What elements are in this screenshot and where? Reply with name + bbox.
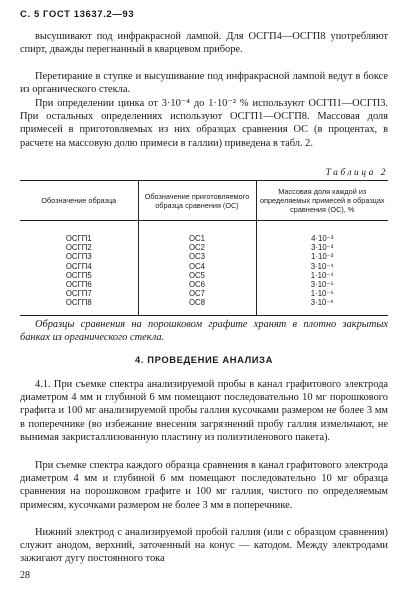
table-cell-sample: ОСГП3 — [65, 252, 92, 262]
table-cell-reference: ОС7 — [138, 289, 256, 298]
table-caption: Таблица 2 — [325, 168, 388, 178]
table-cell-reference: ОС8 — [138, 298, 256, 315]
table-cell-sample: ОСГП4 — [65, 261, 92, 271]
paragraph-zinc: При определении цинка от 3·10⁻⁴ до 1·10⁻² % используют ОСГП1—ОСГП3. При остальных определениях используют ОСГП1—ОСГП8. Массовая доля примесей в приготовляемых из них образцах сравнения ОС (в процентах, в расчете на массовую долю примеси в галлии) приведена в табл. 2. — [20, 98, 388, 149]
table-cell-sample: ОСГП7 — [65, 289, 92, 299]
table-header-sample: Обозначение образца — [20, 181, 138, 221]
table-cell-reference: ОС5 — [138, 271, 256, 280]
table-cell-reference: ОС3 — [138, 252, 256, 261]
reference-samples-table — [20, 180, 388, 316]
table-row — [20, 280, 388, 289]
table-cell-sample: ОСГП2 — [65, 243, 92, 253]
paragraph-drying: высушивают под инфракрасной лампой. Для ОСГП4—ОСГП8 употребляют спирт, дважды перегнанный в кварцевом приборе. — [20, 31, 388, 56]
paragraph-grinding: Перетирание в ступке и высушивание под инфракрасной лампой ведут в боксе из органического стекла. — [20, 71, 388, 96]
table-cell-reference: ОС1 — [138, 221, 256, 244]
table-cell-reference: ОС4 — [138, 262, 256, 271]
table-cell-mass-fraction: 3·10⁻⁵ — [256, 280, 388, 289]
table-row — [20, 262, 388, 271]
table-header-row — [20, 181, 388, 221]
page-number: 28 — [20, 570, 30, 581]
table-cell-mass-fraction: 3·10⁻⁴ — [256, 262, 388, 271]
page-header: С. 5 ГОСТ 13637.2—93 — [20, 9, 135, 20]
table-cell-mass-fraction: 1·10⁻³ — [256, 252, 388, 261]
section-title: 4. ПРОВЕДЕНИЕ АНАЛИЗА — [135, 354, 273, 365]
table-cell-sample: ОСГП5 — [65, 270, 92, 280]
table-header-mass-fraction: Массовая доля каждой из определяемых примесей в образцах сравнения (ОС), % — [256, 181, 388, 221]
table-cell-reference: ОС2 — [138, 243, 256, 252]
table-cell-mass-fraction: 1·10⁻⁵ — [256, 289, 388, 298]
paragraph-sample-spectrum: 4.1. При съемке спектра анализируемой пробы в канал графитового электрода диаметром 4 мм и глубиной 6 мм помещают последовательно 10 мг порошкового графита и 100 мг анализируемой пробы галлия кусочками размером не более 3 мм в поперечнике (во избежание внесения загрязнений пробу галлия измельчают, не вынимая закристаллизованную пластину из полиэтиленового пакета). — [20, 379, 388, 443]
table-cell-mass-fraction: 4·10⁻³ — [256, 221, 388, 244]
table-cell-mass-fraction: 3·10⁻³ — [256, 243, 388, 252]
table-row — [20, 243, 388, 252]
storage-note: Образцы сравнения на порошковом графите хранят в плотно закрытых банках из органического стекла. — [20, 319, 388, 344]
table-cell-reference: ОС6 — [138, 280, 256, 289]
table-cell-mass-fraction: 1·10⁻⁴ — [256, 271, 388, 280]
table-cell-sample: ОСГП1 — [65, 234, 92, 243]
paragraph-reference-spectrum: При съемке спектра каждого образца сравнения в канал графитового электрода диаметром 4 мм и глубиной 6 мм помещают последовательно 10 мг образца сравнения на порошковом графите и 100 мг галлия, чистого по определяемым примесям, кусочками размером не более 3 мм в поперечнике. — [20, 460, 388, 511]
table-header-reference: Обозначение приготовляемого образца сравнения (ОС) — [138, 181, 256, 221]
table-cell-mass-fraction: 3·10⁻⁶ — [256, 298, 388, 315]
table-row — [20, 298, 388, 315]
table-row — [20, 289, 388, 298]
table-row — [20, 252, 388, 261]
table-cell-sample: ОСГП8 — [20, 298, 138, 315]
table-row — [20, 271, 388, 280]
paragraph-electrodes: Нижний электрод с анализируемой пробой галлия (или с образцом сравнения) служит анодом, верхний, заточенный на конус — катодом. Между электродами зажигают дугу постоянного тока — [20, 527, 388, 565]
table-row — [20, 221, 388, 244]
table-cell-sample: ОСГП6 — [65, 280, 92, 290]
